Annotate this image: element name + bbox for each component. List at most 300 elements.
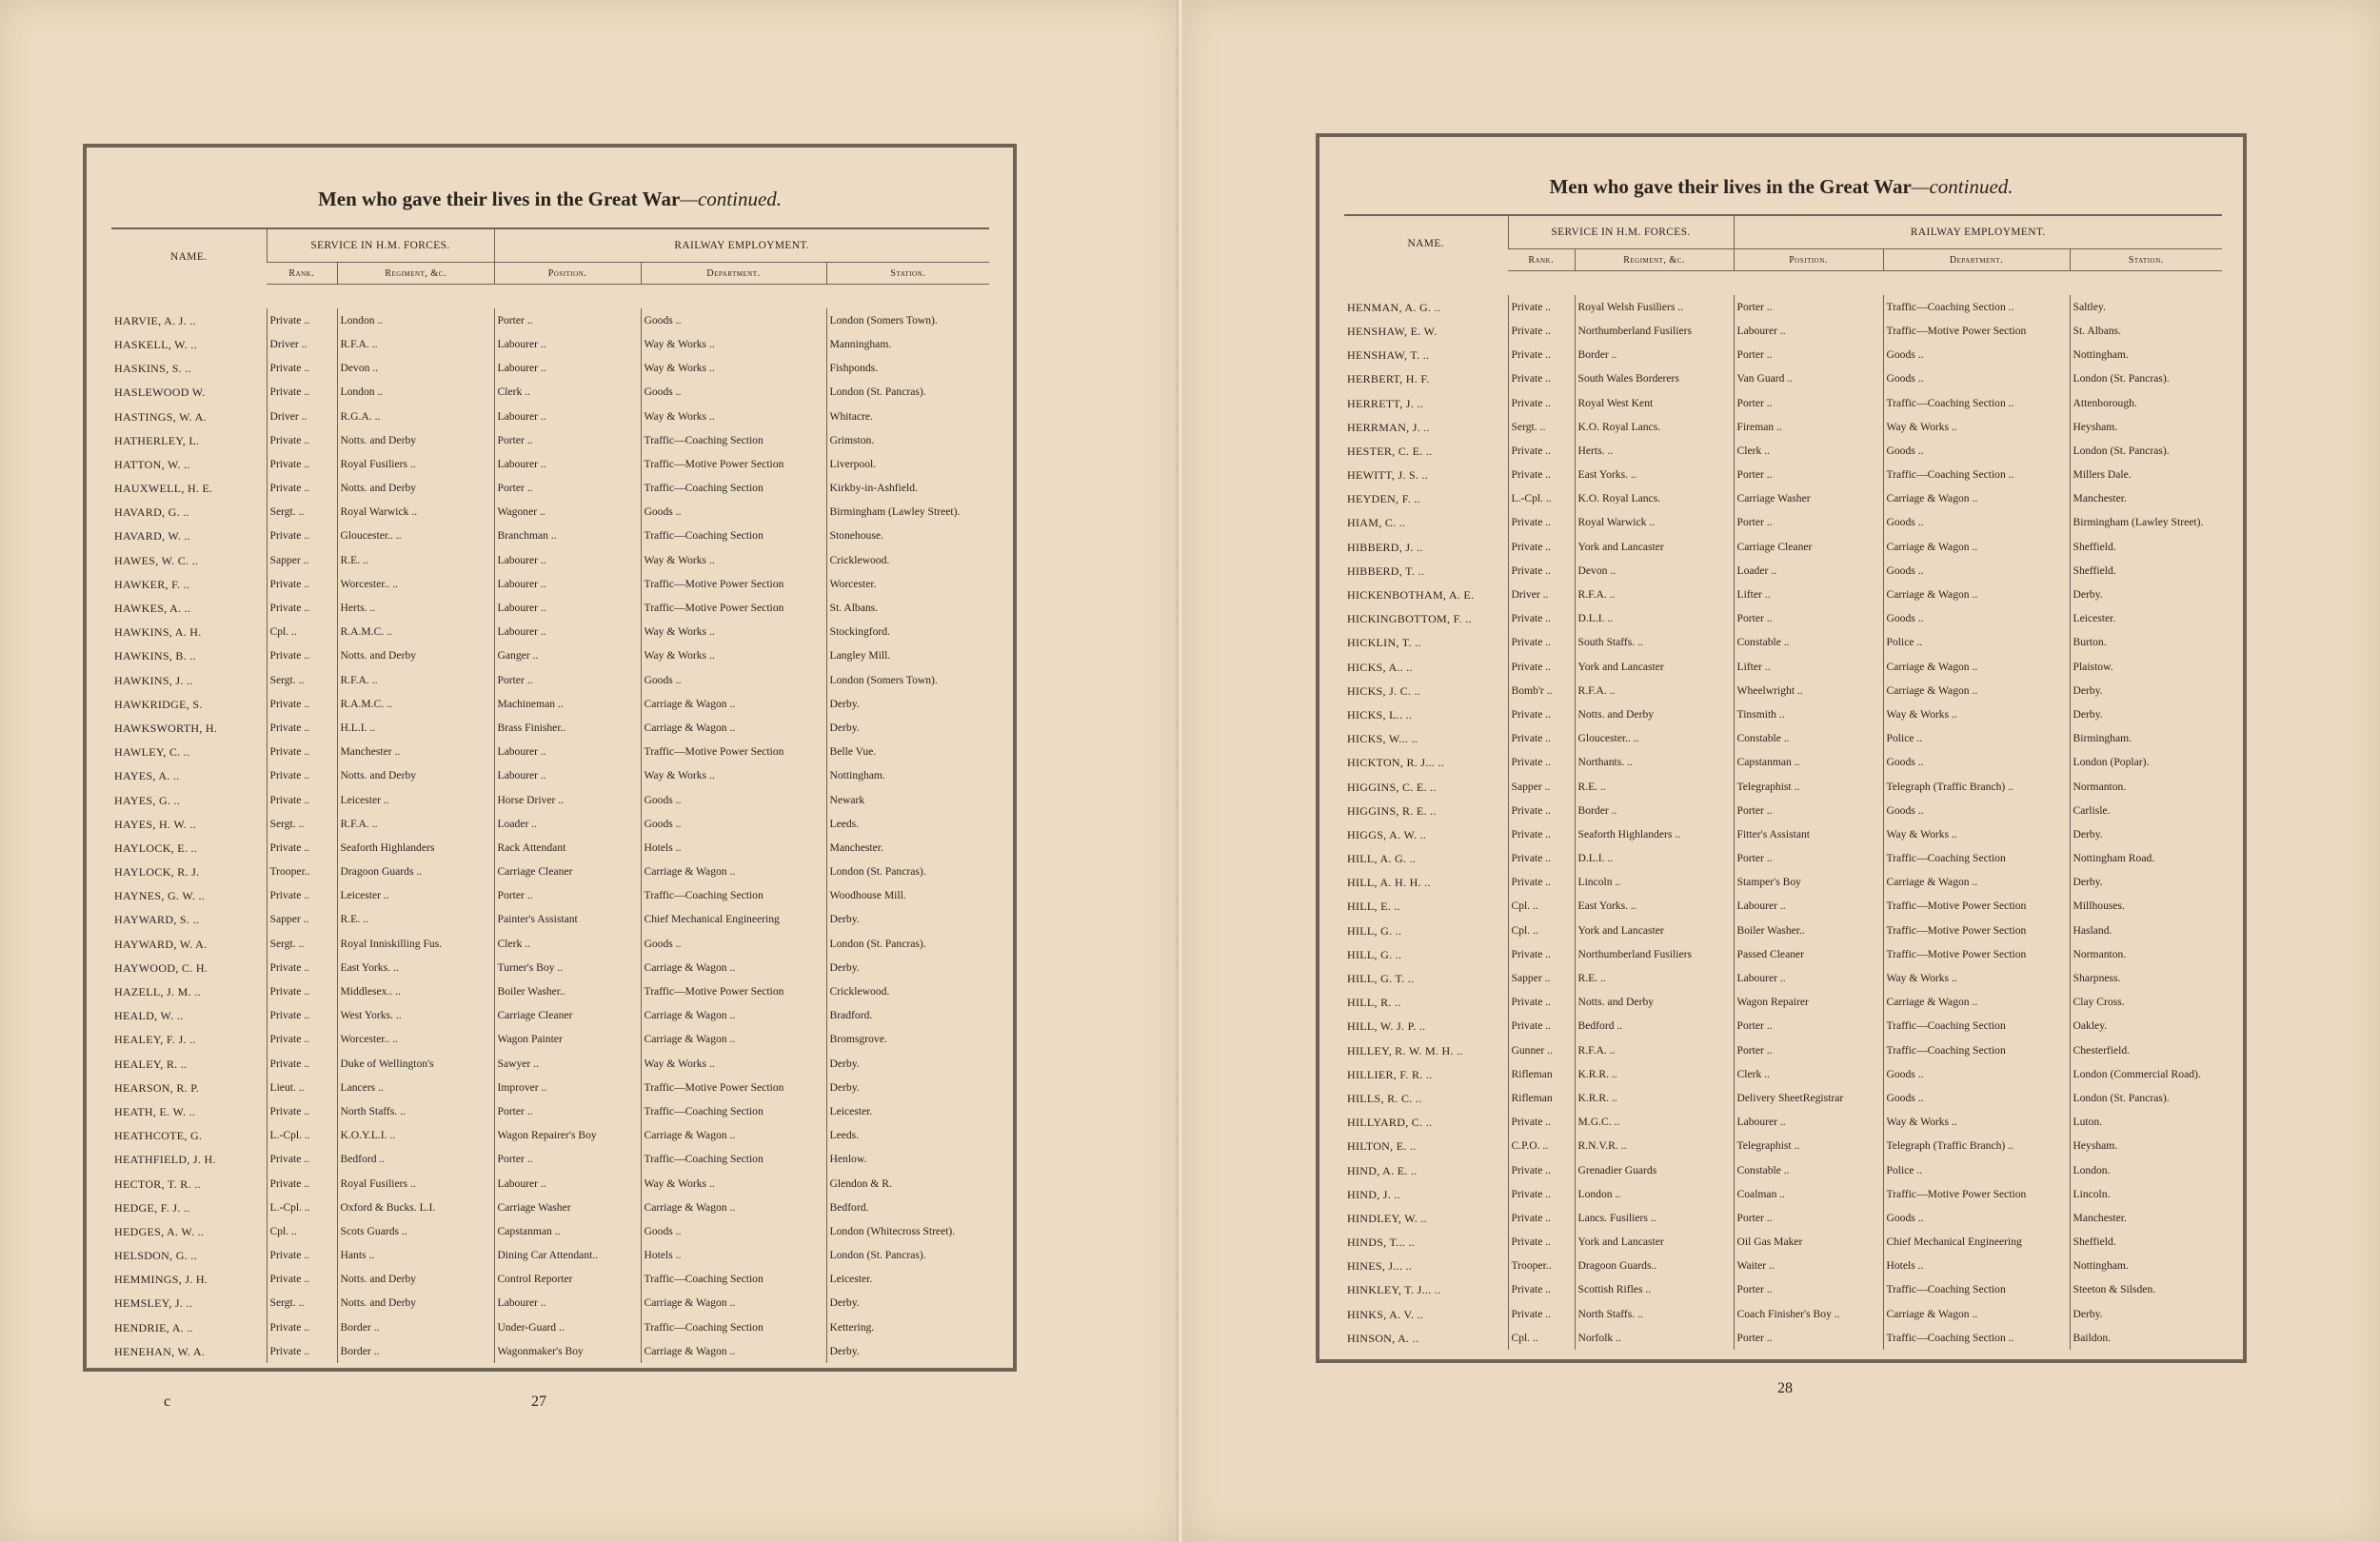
department-cell: Carriage & Wagon ..: [1883, 1302, 2070, 1326]
rank-cell: Private ..: [1508, 1302, 1575, 1326]
department-cell: Way & Works ..: [1883, 702, 2070, 726]
rank-cell: Rifleman: [1508, 1086, 1575, 1110]
station-cell: Cricklewood.: [826, 979, 989, 1003]
header-position: Position.: [1734, 249, 1883, 271]
table-row: [111, 308, 989, 332]
regiment-cell: West Yorks. ..: [337, 1004, 494, 1028]
department-cell: Goods ..: [1883, 1206, 2070, 1230]
department-cell: Traffic—Motive Power Section: [641, 1076, 826, 1099]
rank-cell: Sergt. ..: [267, 668, 337, 692]
regiment-cell: Middlesex.. ..: [337, 979, 494, 1003]
name-cell: HASLEWOOD W.: [114, 386, 206, 400]
rank-cell: Private ..: [267, 692, 337, 716]
department-cell: Telegraph (Traffic Branch) ..: [1883, 1135, 2070, 1158]
position-cell: Clerk ..: [1734, 439, 1883, 463]
table-row: [1344, 655, 2222, 679]
position-cell: Labourer ..: [494, 764, 641, 788]
position-cell: Porter ..: [1734, 847, 1883, 871]
department-cell: Way & Works ..: [641, 332, 826, 356]
department-cell: Way & Works ..: [1883, 822, 2070, 846]
rank-cell: Private ..: [1508, 1015, 1575, 1038]
name-cell: HILL, G. T. ..: [1347, 972, 1415, 986]
station-cell: London (St. Pancras).: [2070, 439, 2222, 463]
name-cell: HAYES, H. W. ..: [114, 817, 197, 831]
regiment-cell: R.E. ..: [337, 908, 494, 932]
position-cell: Constable ..: [1734, 727, 1883, 751]
regiment-cell: North Staffs. ..: [1575, 1302, 1734, 1326]
department-cell: Goods ..: [1883, 1062, 2070, 1086]
header-rank: Rank.: [267, 263, 337, 285]
rank-cell: Private ..: [267, 741, 337, 764]
rank-cell: Private ..: [1508, 751, 1575, 775]
position-cell: Turner's Boy ..: [494, 956, 641, 979]
position-cell: Labourer ..: [494, 596, 641, 620]
position-cell: Control Reporter: [494, 1268, 641, 1292]
table-row: [111, 1052, 989, 1076]
position-cell: Wheelwright ..: [1734, 679, 1883, 702]
rank-cell: Cpl. ..: [267, 1219, 337, 1243]
rank-cell: Private ..: [1508, 391, 1575, 415]
regiment-cell: K.O. Royal Lancs.: [1575, 415, 1734, 439]
name-cell: HAWKINS, B. ..: [114, 649, 196, 663]
station-cell: Manchester.: [2070, 1206, 2222, 1230]
table-row: [1344, 559, 2222, 583]
regiment-cell: York and Lancaster: [1575, 655, 1734, 679]
department-cell: Police ..: [1883, 631, 2070, 655]
station-cell: London.: [2070, 1158, 2222, 1182]
regiment-cell: Bedford ..: [337, 1148, 494, 1172]
table-row: [1344, 895, 2222, 919]
department-cell: Way & Works ..: [641, 1172, 826, 1196]
station-cell: Cricklewood.: [826, 548, 989, 572]
rank-cell: Private ..: [1508, 1206, 1575, 1230]
table-row: [1344, 1302, 2222, 1326]
table-row: [1344, 1231, 2222, 1255]
position-cell: Clerk ..: [494, 932, 641, 956]
department-cell: Traffic—Motive Power Section: [641, 741, 826, 764]
table-row: [1344, 1326, 2222, 1350]
department-cell: Goods ..: [641, 308, 826, 332]
regiment-cell: R.G.A. ..: [337, 405, 494, 428]
regiment-cell: K.R.R. ..: [1575, 1062, 1734, 1086]
station-cell: Hasland.: [2070, 919, 2222, 942]
position-cell: Telegraphist ..: [1734, 775, 1883, 799]
position-cell: Boiler Washer..: [494, 979, 641, 1003]
table-row: [111, 405, 989, 428]
regiment-cell: Northumberland Fusiliers: [1575, 942, 1734, 966]
position-cell: Dining Car Attendant..: [494, 1244, 641, 1268]
table-row: [1344, 799, 2222, 822]
station-cell: Derby.: [826, 956, 989, 979]
table-row: [1344, 1038, 2222, 1062]
name-cell: HILL, A. H. H. ..: [1347, 876, 1431, 890]
table-row: [1344, 344, 2222, 367]
department-cell: Traffic—Coaching Section: [641, 524, 826, 548]
station-cell: Derby.: [2070, 679, 2222, 702]
rank-cell: Private ..: [1508, 871, 1575, 895]
name-cell: HAWES, W. C. ..: [114, 553, 199, 567]
regiment-cell: Dragoon Guards ..: [337, 860, 494, 884]
department-cell: Carriage & Wagon ..: [641, 692, 826, 716]
department-cell: Telegraph (Traffic Branch) ..: [1883, 775, 2070, 799]
rank-cell: Private ..: [267, 381, 337, 405]
name-cell: HENDRIE, A. ..: [114, 1320, 193, 1334]
rank-cell: Sergt. ..: [267, 812, 337, 836]
regiment-cell: R.E. ..: [1575, 966, 1734, 990]
table-row: [1344, 1111, 2222, 1135]
department-cell: Traffic—Coaching Section ..: [1883, 295, 2070, 319]
rank-cell: Private ..: [1508, 1231, 1575, 1255]
station-cell: Woodhouse Mill.: [826, 884, 989, 908]
department-cell: Goods ..: [1883, 1086, 2070, 1110]
name-cell: HIBBERD, T. ..: [1347, 563, 1425, 578]
regiment-cell: South Staffs. ..: [1575, 631, 1734, 655]
position-cell: Porter ..: [494, 428, 641, 452]
name-cell: HILLIER, F. R. ..: [1347, 1067, 1433, 1081]
position-cell: Fitter's Assistant: [1734, 822, 1883, 846]
department-cell: Way & Works ..: [641, 548, 826, 572]
rank-cell: Private ..: [1508, 607, 1575, 631]
regiment-cell: M.G.C. ..: [1575, 1111, 1734, 1135]
header-service-group: SERVICE IN H.M. FORCES.: [1508, 215, 1734, 249]
rank-cell: Sergt. ..: [267, 1292, 337, 1315]
header-station: Station.: [826, 263, 989, 285]
department-cell: Traffic—Coaching Section: [1883, 1015, 2070, 1038]
station-cell: Sheffield.: [2070, 559, 2222, 583]
regiment-cell: South Wales Borderers: [1575, 367, 1734, 391]
name-cell: HEWITT, J. S. ..: [1347, 468, 1429, 483]
name-cell: HIND, A. E. ..: [1347, 1163, 1418, 1177]
station-cell: London (St. Pancras).: [2070, 367, 2222, 391]
department-cell: Carriage & Wagon ..: [1883, 991, 2070, 1015]
regiment-cell: R.F.A. ..: [1575, 679, 1734, 702]
department-cell: Goods ..: [1883, 439, 2070, 463]
name-cell: HEATHFIELD, J. H.: [114, 1153, 216, 1167]
regiment-cell: K.O.Y.L.I. ..: [337, 1124, 494, 1148]
name-cell: HICKINGBOTTOM, F. ..: [1347, 612, 1472, 626]
name-cell: HIGGS, A. W. ..: [1347, 827, 1427, 841]
name-cell: HINES, J... ..: [1347, 1259, 1413, 1274]
station-cell: Kirkby-in-Ashfield.: [826, 477, 989, 501]
rank-cell: Private ..: [267, 979, 337, 1003]
station-cell: Derby.: [826, 716, 989, 740]
department-cell: Traffic—Motive Power Section: [1883, 895, 2070, 919]
station-cell: Sheffield.: [2070, 1231, 2222, 1255]
table-row: [1344, 991, 2222, 1015]
table-row: [111, 357, 989, 381]
name-cell: HAWKINS, J. ..: [114, 673, 193, 687]
rank-cell: Private ..: [1508, 295, 1575, 319]
right-page-frame: [1316, 133, 2247, 1363]
rank-cell: Private ..: [1508, 1111, 1575, 1135]
department-cell: Goods ..: [641, 1219, 826, 1243]
table-row: [111, 1124, 989, 1148]
department-cell: Hotels ..: [641, 836, 826, 860]
position-cell: Constable ..: [1734, 1158, 1883, 1182]
regiment-cell: R.N.V.R. ..: [1575, 1135, 1734, 1158]
table-row: [1344, 1182, 2222, 1206]
station-cell: Manningham.: [826, 332, 989, 356]
department-cell: Traffic—Motive Power Section: [1883, 1182, 2070, 1206]
rank-cell: Private ..: [1508, 702, 1575, 726]
department-cell: Traffic—Coaching Section: [641, 884, 826, 908]
regiment-cell: Royal Welsh Fusiliers ..: [1575, 295, 1734, 319]
table-row: [1344, 439, 2222, 463]
name-cell: HAWKRIDGE, S.: [114, 697, 203, 711]
position-cell: Labourer ..: [494, 405, 641, 428]
department-cell: Traffic—Motive Power Section: [641, 979, 826, 1003]
header-railway-group: RAILWAY EMPLOYMENT.: [494, 228, 989, 263]
department-cell: Traffic—Motive Power Section: [641, 452, 826, 476]
rank-cell: Private ..: [1508, 1278, 1575, 1302]
name-cell: HEARSON, R. P.: [114, 1080, 200, 1095]
department-cell: Way & Works ..: [641, 1052, 826, 1076]
position-cell: Carriage Cleaner: [1734, 535, 1883, 559]
position-cell: Porter ..: [494, 668, 641, 692]
regiment-cell: Grenadier Guards: [1575, 1158, 1734, 1182]
rank-cell: Private ..: [267, 836, 337, 860]
position-cell: Porter ..: [1734, 1038, 1883, 1062]
table-row: [111, 1148, 989, 1172]
station-cell: Clay Cross.: [2070, 991, 2222, 1015]
rank-cell: Private ..: [267, 1099, 337, 1123]
regiment-cell: Scots Guards ..: [337, 1219, 494, 1243]
name-cell: HILL, G. ..: [1347, 947, 1402, 961]
header-name: NAME.: [111, 228, 267, 285]
table-row: [1344, 511, 2222, 535]
position-cell: Porter ..: [1734, 344, 1883, 367]
position-cell: Porter ..: [494, 477, 641, 501]
left-page-title: Men who gave their lives in the Great War—continued.: [317, 188, 783, 210]
name-cell: HAWKER, F. ..: [114, 577, 190, 591]
department-cell: Hotels ..: [641, 1244, 826, 1268]
table-row: [1344, 535, 2222, 559]
regiment-cell: Northants. ..: [1575, 751, 1734, 775]
table-row: [1344, 1158, 2222, 1182]
position-cell: Porter ..: [494, 1148, 641, 1172]
table-row: [1344, 631, 2222, 655]
department-cell: Carriage & Wagon ..: [641, 860, 826, 884]
position-cell: Labourer ..: [494, 332, 641, 356]
name-cell: HASKELL, W. ..: [114, 337, 197, 351]
right-page-number: 28: [1777, 1380, 1793, 1396]
name-cell: HINKS, A. V. ..: [1347, 1307, 1424, 1321]
name-cell: HILL, E. ..: [1347, 900, 1400, 914]
rank-cell: Private ..: [1508, 847, 1575, 871]
name-cell: HICKS, A.. ..: [1347, 660, 1413, 674]
table-row: [111, 1076, 989, 1099]
table-row: [111, 428, 989, 452]
regiment-cell: London ..: [1575, 1182, 1734, 1206]
name-cell: HENMAN, A. G. ..: [1347, 300, 1441, 314]
regiment-cell: Seaforth Highlanders ..: [1575, 822, 1734, 846]
name-cell: HAYWOOD, C. H.: [114, 960, 208, 975]
name-cell: HAZELL, J. M. ..: [114, 985, 201, 999]
regiment-cell: East Yorks. ..: [1575, 464, 1734, 487]
name-cell: HEMMINGS, J. H.: [114, 1273, 208, 1287]
name-cell: HAUXWELL, H. E.: [114, 482, 213, 496]
regiment-cell: York and Lancaster: [1575, 535, 1734, 559]
rank-cell: Private ..: [267, 524, 337, 548]
regiment-cell: R.F.A. ..: [337, 812, 494, 836]
rank-cell: Gunner ..: [1508, 1038, 1575, 1062]
name-cell: HASTINGS, W. A.: [114, 409, 207, 424]
station-cell: Normanton.: [2070, 942, 2222, 966]
table-row: [1344, 1062, 2222, 1086]
name-cell: HAYLOCK, E. ..: [114, 840, 198, 855]
station-cell: Glendon & R.: [826, 1172, 989, 1196]
station-cell: Liverpool.: [826, 452, 989, 476]
name-cell: HELSDON, G. ..: [114, 1249, 197, 1263]
header-regiment: Regiment, &c.: [1575, 249, 1734, 271]
station-cell: London (St. Pancras).: [826, 381, 989, 405]
rank-cell: Private ..: [267, 428, 337, 452]
rank-cell: Cpl. ..: [1508, 1326, 1575, 1350]
department-cell: Way & Works ..: [641, 405, 826, 428]
regiment-cell: Worcester.. ..: [337, 1028, 494, 1052]
rank-cell: Private ..: [267, 477, 337, 501]
station-cell: Derby.: [826, 908, 989, 932]
rank-cell: Trooper..: [267, 860, 337, 884]
station-cell: Newark: [826, 788, 989, 812]
department-cell: Goods ..: [641, 932, 826, 956]
station-cell: Whitacre.: [826, 405, 989, 428]
rank-cell: Private ..: [267, 596, 337, 620]
rank-cell: Private ..: [1508, 344, 1575, 367]
regiment-cell: R.E. ..: [337, 548, 494, 572]
station-cell: Attenborough.: [2070, 391, 2222, 415]
table-row: [111, 1244, 989, 1268]
rank-cell: Private ..: [1508, 439, 1575, 463]
department-cell: Goods ..: [641, 788, 826, 812]
regiment-cell: R.F.A. ..: [1575, 1038, 1734, 1062]
right-page-title: Men who gave their lives in the Great War—continued.: [1549, 175, 2013, 198]
regiment-cell: Lincoln ..: [1575, 871, 1734, 895]
position-cell: Waiter ..: [1734, 1255, 1883, 1278]
table-row: [1344, 919, 2222, 942]
regiment-cell: Notts. and Derby: [337, 477, 494, 501]
department-cell: Goods ..: [1883, 367, 2070, 391]
position-cell: Brass Finisher..: [494, 716, 641, 740]
station-cell: Leeds.: [826, 1124, 989, 1148]
position-cell: Carriage Cleaner: [494, 860, 641, 884]
rank-cell: Bomb'r ..: [1508, 679, 1575, 702]
regiment-cell: North Staffs. ..: [337, 1099, 494, 1123]
regiment-cell: Royal Fusiliers ..: [337, 1172, 494, 1196]
regiment-cell: R.F.A. ..: [1575, 583, 1734, 606]
regiment-cell: Notts. and Derby: [337, 428, 494, 452]
position-cell: Carriage Washer: [494, 1196, 641, 1219]
regiment-cell: H.L.I. ..: [337, 716, 494, 740]
department-cell: Way & Works ..: [641, 764, 826, 788]
name-cell: HENSHAW, E. W.: [1347, 324, 1438, 338]
position-cell: Tinsmith ..: [1734, 702, 1883, 726]
station-cell: Burton.: [2070, 631, 2222, 655]
table-row: [111, 1315, 989, 1339]
table-row: [111, 1292, 989, 1315]
header-regiment: Regiment, &c.: [337, 263, 494, 285]
position-cell: Porter ..: [1734, 1278, 1883, 1302]
name-cell: HENSHAW, T. ..: [1347, 348, 1430, 363]
rank-cell: Private ..: [1508, 319, 1575, 343]
regiment-cell: Scottish Rifles ..: [1575, 1278, 1734, 1302]
station-cell: London (St. Pancras).: [826, 860, 989, 884]
position-cell: Labourer ..: [494, 1172, 641, 1196]
table-row: [111, 1172, 989, 1196]
position-cell: Capstanman ..: [494, 1219, 641, 1243]
name-cell: HIBBERD, J. ..: [1347, 540, 1423, 554]
station-cell: Derby.: [2070, 583, 2222, 606]
regiment-cell: Herts. ..: [337, 596, 494, 620]
table-row: [111, 836, 989, 860]
table-row: [111, 1268, 989, 1292]
regiment-cell: Royal Inniskilling Fus.: [337, 932, 494, 956]
regiment-cell: Leicester ..: [337, 788, 494, 812]
station-cell: London (Somers Town).: [826, 668, 989, 692]
position-cell: Lifter ..: [1734, 655, 1883, 679]
rank-cell: Private ..: [267, 1339, 337, 1363]
rank-cell: Private ..: [1508, 942, 1575, 966]
position-cell: Under-Guard ..: [494, 1315, 641, 1339]
station-cell: Leicester.: [826, 1099, 989, 1123]
station-cell: Saltley.: [2070, 295, 2222, 319]
regiment-cell: Border ..: [1575, 344, 1734, 367]
name-cell: HICKS, L.. ..: [1347, 707, 1413, 722]
position-cell: Labourer ..: [1734, 319, 1883, 343]
regiment-cell: Border ..: [337, 1339, 494, 1363]
table-row: [111, 572, 989, 596]
name-cell: HEMSLEY, J. ..: [114, 1296, 192, 1311]
regiment-cell: K.R.R. ..: [1575, 1086, 1734, 1110]
position-cell: Porter ..: [1734, 1206, 1883, 1230]
station-cell: Derby.: [826, 692, 989, 716]
table-row: [111, 477, 989, 501]
department-cell: Carriage & Wagon ..: [1883, 487, 2070, 511]
table-row: [1344, 464, 2222, 487]
regiment-cell: Notts. and Derby: [337, 644, 494, 668]
table-row: [111, 332, 989, 356]
name-cell: HILTON, E. ..: [1347, 1139, 1417, 1154]
position-cell: Labourer ..: [494, 621, 641, 644]
table-row: [111, 644, 989, 668]
regiment-cell: Dragoon Guards..: [1575, 1255, 1734, 1278]
position-cell: Oil Gas Maker: [1734, 1231, 1883, 1255]
department-cell: Traffic—Coaching Section: [1883, 847, 2070, 871]
name-cell: HEALD, W. ..: [114, 1009, 184, 1023]
regiment-cell: Manchester ..: [337, 741, 494, 764]
name-cell: HINDS, T... ..: [1347, 1236, 1416, 1250]
name-cell: HINDLEY, W. ..: [1347, 1211, 1427, 1225]
table-row: [111, 908, 989, 932]
station-cell: Derby.: [826, 1292, 989, 1315]
regiment-cell: Duke of Wellington's: [337, 1052, 494, 1076]
table-row: [1344, 1278, 2222, 1302]
regiment-cell: Devon ..: [1575, 559, 1734, 583]
name-cell: HAWKES, A. ..: [114, 602, 191, 616]
rank-cell: Sergt. ..: [267, 932, 337, 956]
table-row: [1344, 751, 2222, 775]
rank-cell: Lieut. ..: [267, 1076, 337, 1099]
department-cell: Goods ..: [1883, 511, 2070, 535]
table-row: [111, 621, 989, 644]
name-cell: HAWLEY, C. ..: [114, 745, 190, 760]
position-cell: Porter ..: [1734, 511, 1883, 535]
table-row: [1344, 847, 2222, 871]
position-cell: Porter ..: [494, 1099, 641, 1123]
department-cell: Carriage & Wagon ..: [1883, 655, 2070, 679]
department-cell: Goods ..: [1883, 559, 2070, 583]
position-cell: Porter ..: [1734, 799, 1883, 822]
